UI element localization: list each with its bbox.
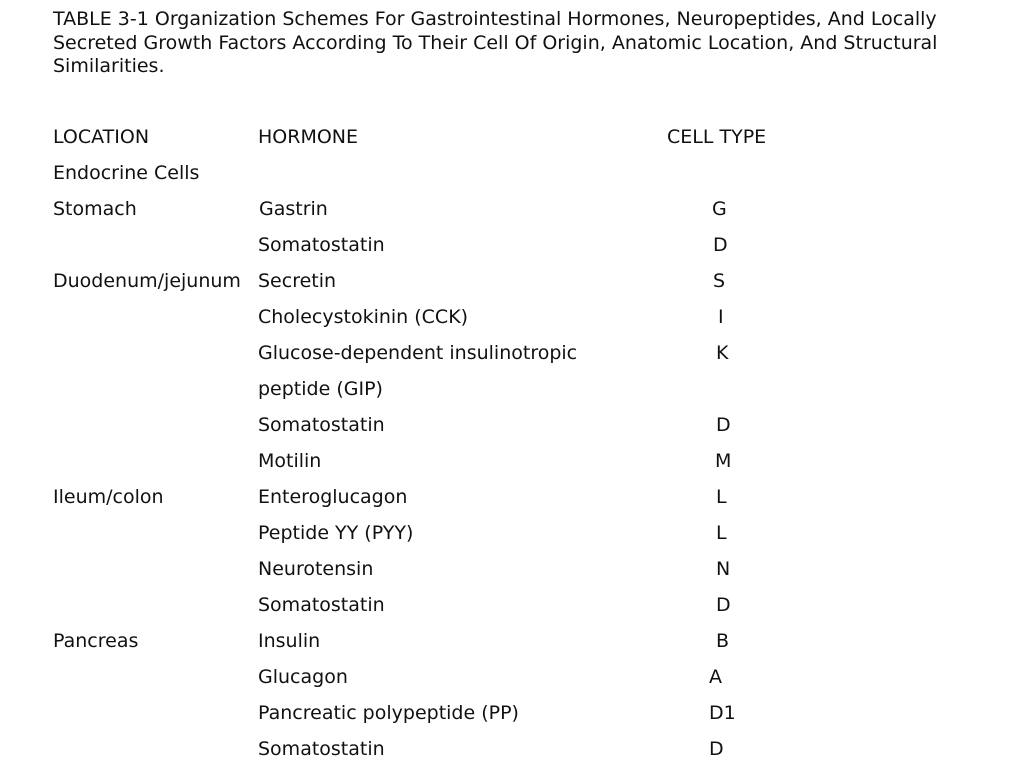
row-location: Stomach — [53, 198, 137, 220]
row-cell-type: L — [716, 522, 727, 544]
row-hormone: Somatostatin — [258, 738, 385, 760]
row-hormone: Neurotensin — [258, 558, 374, 580]
row-hormone: Peptide YY (PYY) — [258, 522, 414, 544]
row-cell-type: S — [713, 270, 726, 292]
row-location: Pancreas — [53, 630, 139, 652]
row-cell-type: N — [716, 558, 731, 580]
row-hormone: Glucagon — [258, 666, 348, 688]
row-hormone: Cholecystokinin (CCK) — [258, 306, 469, 328]
row-hormone: Somatostatin — [258, 234, 385, 256]
row-hormone: Insulin — [258, 630, 321, 652]
row-location: Ileum/colon — [53, 486, 164, 508]
header-location: LOCATION — [53, 126, 150, 148]
row-hormone: Enteroglucagon — [258, 486, 408, 508]
row-cell-type: A — [709, 666, 722, 688]
row-cell-type: M — [715, 450, 732, 472]
row-cell-type: I — [718, 306, 724, 328]
row-cell-type: L — [716, 486, 727, 508]
row-hormone: peptide (GIP) — [258, 378, 383, 400]
row-cell-type: D1 — [709, 702, 736, 724]
row-cell-type: D — [716, 414, 731, 436]
header-hormone: HORMONE — [258, 126, 359, 148]
row-hormone: Somatostatin — [258, 594, 385, 616]
row-hormone: Pancreatic polypeptide (PP) — [258, 702, 519, 724]
table-title: TABLE 3-1 Organization Schemes For Gastrointestinal Hormones, Neuropeptides, And Locally Secreted Growth Factors According To Their Cell Of Origin, Anatomic Location, And Structural Similarities. — [53, 8, 938, 77]
header-cell-type: CELL TYPE — [667, 126, 767, 148]
row-cell-type: D — [709, 738, 724, 760]
row-location: Duodenum/jejunum — [53, 270, 241, 292]
row-cell-type: D — [716, 594, 731, 616]
section-label: Endocrine Cells — [53, 162, 200, 184]
row-hormone: Motilin — [258, 450, 322, 472]
row-hormone: Somatostatin — [258, 414, 385, 436]
row-hormone: Glucose-dependent insulinotropic — [258, 342, 578, 364]
row-hormone: Gastrin — [259, 198, 328, 220]
row-cell-type: G — [712, 198, 727, 220]
row-cell-type: D — [713, 234, 728, 256]
row-cell-type: K — [716, 342, 729, 364]
row-cell-type: B — [716, 630, 730, 652]
row-hormone: Secretin — [258, 270, 337, 292]
